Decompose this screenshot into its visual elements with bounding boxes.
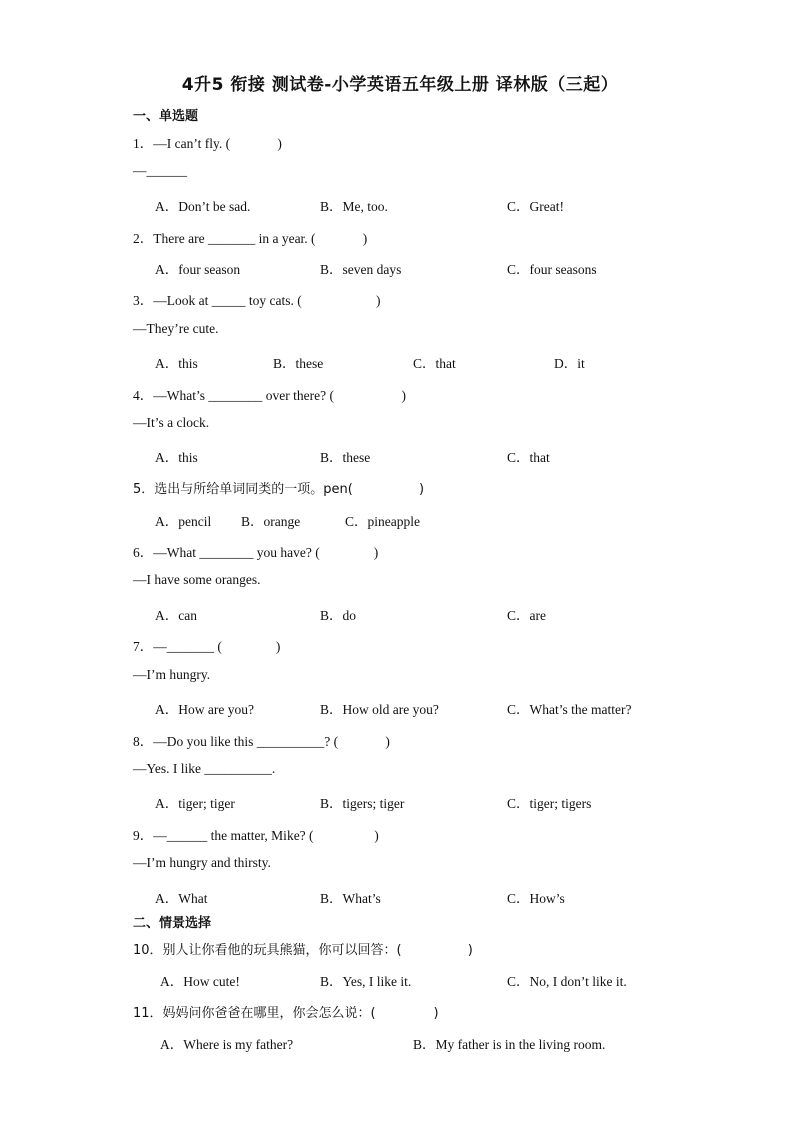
- question-3-stem: 3．—Look at _____ toy cats. ( ): [133, 293, 381, 308]
- question-10-option-b[interactable]: B．Yes, I like it.: [320, 974, 412, 989]
- question-7-dialogue: —I’m hungry.: [133, 667, 211, 682]
- section-heading-situational-choice: 二、情景选择: [133, 916, 212, 931]
- question-4-option-c[interactable]: C．that: [507, 450, 550, 465]
- question-7-option-b[interactable]: B．How old are you?: [320, 702, 439, 717]
- question-6-option-b[interactable]: B．do: [320, 608, 357, 623]
- question-1-option-b[interactable]: B．Me, too.: [320, 199, 388, 214]
- question-7-stem: 7．—_______ ( ): [133, 639, 281, 654]
- page-title: 4升5 衔接 测试卷-小学英语五年级上册 译林版（三起）: [181, 75, 619, 95]
- question-5-option-a[interactable]: A．pencil: [155, 514, 212, 529]
- question-6-option-c[interactable]: C．are: [507, 608, 546, 623]
- question-11-option-a[interactable]: A．Where is my father?: [160, 1037, 294, 1052]
- question-1-dialogue: —______: [133, 163, 187, 178]
- question-9-stem: 9．—______ the matter, Mike? ( ): [133, 828, 379, 843]
- question-9-option-a[interactable]: A．What: [155, 891, 208, 906]
- question-8-option-b[interactable]: B．tigers; tiger: [320, 796, 405, 811]
- question-1-option-a[interactable]: A．Don’t be sad.: [155, 199, 251, 214]
- question-7-option-c[interactable]: C．What’s the matter?: [507, 702, 632, 717]
- question-8-dialogue: —Yes. I like __________.: [133, 761, 276, 776]
- question-4-option-b[interactable]: B．these: [320, 450, 371, 465]
- question-1-stem: 1．—I can’t fly. ( ): [133, 136, 282, 151]
- question-3-dialogue: —They’re cute.: [133, 321, 219, 336]
- question-10-option-c[interactable]: C．No, I don’t like it.: [507, 974, 627, 989]
- question-6-dialogue: —I have some oranges.: [133, 572, 261, 587]
- question-9-option-c[interactable]: C．How’s: [507, 891, 565, 906]
- question-2-option-a[interactable]: A．four season: [155, 262, 241, 277]
- question-3-option-c[interactable]: C．that: [413, 356, 456, 371]
- question-6-stem: 6．—What ________ you have? ( ): [133, 545, 379, 560]
- question-5-stem: 5．选出与所给单词同类的一项。pen( ): [133, 482, 425, 497]
- question-1-option-c[interactable]: C．Great!: [507, 199, 564, 214]
- section-heading-single-choice: 一、单选题: [133, 109, 199, 124]
- question-2-option-c[interactable]: C．four seasons: [507, 262, 597, 277]
- question-11-option-b[interactable]: B．My father is in the living room.: [413, 1037, 606, 1052]
- question-3-option-b[interactable]: B．these: [273, 356, 324, 371]
- question-11-stem: 11．妈妈问你爸爸在哪里，你会怎么说：( ): [133, 1006, 439, 1021]
- question-8-option-c[interactable]: C．tiger; tigers: [507, 796, 592, 811]
- question-6-option-a[interactable]: A．can: [155, 608, 197, 623]
- question-7-option-a[interactable]: A．How are you?: [155, 702, 254, 717]
- question-4-stem: 4．—What’s ________ over there? ( ): [133, 388, 406, 403]
- question-4-option-a[interactable]: A．this: [155, 450, 198, 465]
- question-2-stem: 2．There are _______ in a year. ( ): [133, 231, 368, 246]
- question-5-option-b[interactable]: B．orange: [241, 514, 301, 529]
- question-4-dialogue: —It’s a clock.: [133, 415, 210, 430]
- question-10-stem: 10．别人让你看他的玩具熊猫，你可以回答：( ): [133, 943, 473, 958]
- question-10-option-a[interactable]: A．How cute!: [160, 974, 240, 989]
- question-9-option-b[interactable]: B．What’s: [320, 891, 381, 906]
- question-8-stem: 8．—Do you like this __________? ( ): [133, 734, 390, 749]
- question-8-option-a[interactable]: A．tiger; tiger: [155, 796, 235, 811]
- question-3-option-d[interactable]: D．it: [554, 356, 585, 371]
- question-5-option-c[interactable]: C．pineapple: [345, 514, 420, 529]
- question-9-dialogue: —I’m hungry and thirsty.: [133, 855, 271, 870]
- question-2-option-b[interactable]: B．seven days: [320, 262, 402, 277]
- question-3-option-a[interactable]: A．this: [155, 356, 198, 371]
